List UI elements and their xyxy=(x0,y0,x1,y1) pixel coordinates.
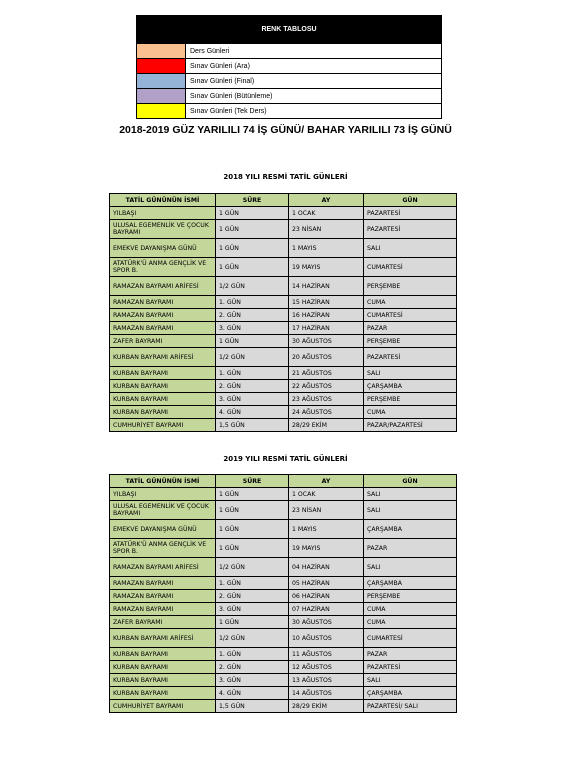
day-cell: PAZARTESİ xyxy=(364,220,457,239)
duration-cell: 1 GÜN xyxy=(216,520,289,539)
duration-cell: 3. GÜN xyxy=(216,322,289,335)
day-cell: PAZAR xyxy=(364,539,457,558)
month-cell: 05 HAZİRAN xyxy=(289,577,364,590)
duration-cell: 1/2 GÜN xyxy=(216,558,289,577)
table-row xyxy=(110,348,457,367)
legend-swatch xyxy=(137,89,186,104)
duration-cell: 1 GÜN xyxy=(216,501,289,520)
day-cell: PERŞEMBE xyxy=(364,277,457,296)
table-row xyxy=(110,207,457,220)
duration-cell: 2. GÜN xyxy=(216,380,289,393)
holiday-name-cell: RAMAZAN BAYRAMI xyxy=(110,590,216,603)
month-cell: 23 AĞUSTOS xyxy=(289,393,364,406)
month-cell: 06 HAZİRAN xyxy=(289,590,364,603)
day-cell: PAZAR xyxy=(364,322,457,335)
holiday-name-cell: ZAFER BAYRAMI xyxy=(110,616,216,629)
duration-cell: 2. GÜN xyxy=(216,309,289,322)
duration-cell: 1/2 GÜN xyxy=(216,629,289,648)
holiday-name-cell: KURBAN BAYRAMI xyxy=(110,367,216,380)
table-row xyxy=(110,296,457,309)
day-cell: CUMARTESİ xyxy=(364,629,457,648)
duration-cell: 2. GÜN xyxy=(216,661,289,674)
column-header: TATİL GÜNÜNÜN İSMİ xyxy=(110,194,216,207)
day-cell: CUMARTESİ xyxy=(364,309,457,322)
duration-cell: 1,5 GÜN xyxy=(216,419,289,432)
table-row xyxy=(110,558,457,577)
month-cell: 1 MAYIS xyxy=(289,520,364,539)
month-cell: 20 AĞUSTOS xyxy=(289,348,364,367)
holiday-name-cell: ULUSAL EGEMENLİK VE ÇOCUK BAYRAMI xyxy=(110,220,216,239)
table-row xyxy=(110,501,457,520)
duration-cell: 3. GÜN xyxy=(216,603,289,616)
day-cell: ÇARŞAMBA xyxy=(364,687,457,700)
table-row xyxy=(110,520,457,539)
table-row xyxy=(110,380,457,393)
month-cell: 14 HAZİRAN xyxy=(289,277,364,296)
month-cell: 15 HAZİRAN xyxy=(289,296,364,309)
duration-cell: 1 GÜN xyxy=(216,258,289,277)
table-row xyxy=(110,335,457,348)
month-cell: 21 AĞUSTOS xyxy=(289,367,364,380)
holiday-name-cell: RAMAZAN BAYRAMI xyxy=(110,577,216,590)
month-cell: 24 AĞUSTOS xyxy=(289,406,364,419)
holiday-name-cell: KURBAN BAYRAMI ARİFESİ xyxy=(110,629,216,648)
legend-label: Sınav Günleri (Bütünleme) xyxy=(186,89,442,104)
holiday-name-cell: ATATÜRK'Ü ANMA GENÇLİK VE SPOR B. xyxy=(110,539,216,558)
month-cell: 04 HAZİRAN xyxy=(289,558,364,577)
month-cell: 23 NİSAN xyxy=(289,501,364,520)
section-title-2019: 2019 YILI RESMİ TATİL GÜNLERİ xyxy=(223,455,348,463)
column-header: GÜN xyxy=(364,475,457,488)
duration-cell: 1 GÜN xyxy=(216,239,289,258)
month-cell: 30 AĞUSTOS xyxy=(289,616,364,629)
legend-swatch xyxy=(137,44,186,59)
day-cell: CUMARTESİ xyxy=(364,258,457,277)
duration-cell: 1 GÜN xyxy=(216,488,289,501)
table-row xyxy=(110,616,457,629)
holiday-name-cell: KURBAN BAYRAMI xyxy=(110,393,216,406)
month-cell: 11 AĞUSTOS xyxy=(289,648,364,661)
holiday-name-cell: CUMHURİYET BAYRAMI xyxy=(110,419,216,432)
holiday-name-cell: RAMAZAN BAYRAMI xyxy=(110,296,216,309)
holiday-name-cell: EMEKVE DAYANIŞMA GÜNÜ xyxy=(110,239,216,258)
table-row xyxy=(110,674,457,687)
table-row xyxy=(110,629,457,648)
month-cell: 23 NİSAN xyxy=(289,220,364,239)
duration-cell: 1/2 GÜN xyxy=(216,277,289,296)
day-cell: PAZARTESİ xyxy=(364,348,457,367)
duration-cell: 4. GÜN xyxy=(216,687,289,700)
day-cell: SALI xyxy=(364,488,457,501)
month-cell: 1 OCAK xyxy=(289,207,364,220)
duration-cell: 1. GÜN xyxy=(216,296,289,309)
day-cell: SALI xyxy=(364,558,457,577)
table-row xyxy=(110,239,457,258)
holiday-name-cell: ULUSAL EGEMENLİK VE ÇOCUK BAYRAMI xyxy=(110,501,216,520)
holiday-name-cell: ATATÜRK'Ü ANMA GENÇLİK VE SPOR B. xyxy=(110,258,216,277)
month-cell: 1 OCAK xyxy=(289,488,364,501)
day-cell: ÇARŞAMBA xyxy=(364,577,457,590)
duration-cell: 2. GÜN xyxy=(216,590,289,603)
holiday-name-cell: KURBAN BAYRAMI xyxy=(110,674,216,687)
day-cell: PERŞEMBE xyxy=(364,335,457,348)
day-cell: PAZARTESİ/ SALI xyxy=(364,700,457,713)
column-header: SÜRE xyxy=(216,194,289,207)
day-cell: PERŞEMBE xyxy=(364,590,457,603)
month-cell: 16 HAZİRAN xyxy=(289,309,364,322)
table-row xyxy=(110,406,457,419)
holiday-name-cell: RAMAZAN BAYRAMI xyxy=(110,309,216,322)
holiday-name-cell: YILBAŞI xyxy=(110,488,216,501)
duration-cell: 1. GÜN xyxy=(216,367,289,380)
holiday-name-cell: KURBAN BAYRAMI xyxy=(110,687,216,700)
table-row xyxy=(110,687,457,700)
table-row xyxy=(110,590,457,603)
duration-cell: 1 GÜN xyxy=(216,335,289,348)
table-row xyxy=(110,488,457,501)
month-cell: 30 AĞUSTOS xyxy=(289,335,364,348)
month-cell: 10 AĞUSTOS xyxy=(289,629,364,648)
table-row xyxy=(110,367,457,380)
day-cell: CUMA xyxy=(364,603,457,616)
day-cell: SALI xyxy=(364,367,457,380)
holiday-name-cell: EMEKVE DAYANIŞMA GÜNÜ xyxy=(110,520,216,539)
section-title-2018: 2018 YILI RESMİ TATİL GÜNLERİ xyxy=(223,173,348,181)
color-legend xyxy=(136,15,442,119)
holiday-name-cell: RAMAZAN BAYRAMI ARİFESİ xyxy=(110,558,216,577)
month-cell: 19 MAYIS xyxy=(289,258,364,277)
holiday-name-cell: KURBAN BAYRAMI xyxy=(110,648,216,661)
month-cell: 07 HAZİRAN xyxy=(289,603,364,616)
day-cell: CUMA xyxy=(364,296,457,309)
table-row xyxy=(110,277,457,296)
page-title: 2018-2019 GÜZ YARILILI 74 İŞ GÜNÜ/ BAHAR YARILILI 73 İŞ GÜNÜ xyxy=(119,124,452,136)
month-cell: 17 HAZİRAN xyxy=(289,322,364,335)
legend-label: Sınav Günleri (Tek Ders) xyxy=(186,104,442,119)
day-cell: PERŞEMBE xyxy=(364,393,457,406)
holiday-table-2019 xyxy=(109,474,457,713)
day-cell: SALI xyxy=(364,501,457,520)
month-cell: 28/29 EKİM xyxy=(289,700,364,713)
duration-cell: 1 GÜN xyxy=(216,207,289,220)
day-cell: PAZARTESİ xyxy=(364,207,457,220)
day-cell: PAZARTESİ xyxy=(364,661,457,674)
day-cell: PAZAR/PAZARTESİ xyxy=(364,419,457,432)
duration-cell: 1 GÜN xyxy=(216,220,289,239)
month-cell: 12 AĞUSTOS xyxy=(289,661,364,674)
duration-cell: 1. GÜN xyxy=(216,648,289,661)
duration-cell: 3. GÜN xyxy=(216,393,289,406)
holiday-name-cell: KURBAN BAYRAMI xyxy=(110,406,216,419)
table-row xyxy=(110,577,457,590)
legend-label: Sınav Günleri (Ara) xyxy=(186,59,442,74)
table-row xyxy=(110,539,457,558)
holiday-table-2018 xyxy=(109,193,457,432)
holiday-name-cell: RAMAZAN BAYRAMI xyxy=(110,322,216,335)
duration-cell: 4. GÜN xyxy=(216,406,289,419)
holiday-name-cell: YILBAŞI xyxy=(110,207,216,220)
month-cell: 22 AĞUSTOS xyxy=(289,380,364,393)
holiday-name-cell: ZAFER BAYRAMI xyxy=(110,335,216,348)
legend-swatch xyxy=(137,59,186,74)
column-header: AY xyxy=(289,475,364,488)
month-cell: 1 MAYIS xyxy=(289,239,364,258)
day-cell: CUMA xyxy=(364,616,457,629)
day-cell: ÇARŞAMBA xyxy=(364,380,457,393)
column-header: GÜN xyxy=(364,194,457,207)
table-row xyxy=(110,419,457,432)
column-header: TATİL GÜNÜNÜN İSMİ xyxy=(110,475,216,488)
month-cell: 13 AĞUSTOS xyxy=(289,674,364,687)
holiday-name-cell: KURBAN BAYRAMI xyxy=(110,380,216,393)
legend-title: RENK TABLOSU xyxy=(137,16,442,44)
legend-label: Sınav Günleri (Final) xyxy=(186,74,442,89)
table-row xyxy=(110,700,457,713)
table-row xyxy=(110,220,457,239)
duration-cell: 3. GÜN xyxy=(216,674,289,687)
duration-cell: 1 GÜN xyxy=(216,539,289,558)
month-cell: 28/29 EKİM xyxy=(289,419,364,432)
month-cell: 19 MAYIS xyxy=(289,539,364,558)
duration-cell: 1. GÜN xyxy=(216,577,289,590)
table-header-row xyxy=(110,194,457,207)
table-header-row xyxy=(110,475,457,488)
holiday-name-cell: KURBAN BAYRAMI ARİFESİ xyxy=(110,348,216,367)
holiday-name-cell: RAMAZAN BAYRAMI ARİFESİ xyxy=(110,277,216,296)
table-row xyxy=(110,661,457,674)
table-row xyxy=(110,258,457,277)
holiday-name-cell: CUMHURİYET BAYRAMI xyxy=(110,700,216,713)
legend-swatch xyxy=(137,104,186,119)
day-cell: PAZAR xyxy=(364,648,457,661)
table-row xyxy=(110,393,457,406)
table-row xyxy=(110,322,457,335)
legend-label: Ders Günleri xyxy=(186,44,442,59)
day-cell: SALI xyxy=(364,674,457,687)
month-cell: 14 AĞUSTOS xyxy=(289,687,364,700)
day-cell: CUMA xyxy=(364,406,457,419)
holiday-name-cell: KURBAN BAYRAMI xyxy=(110,661,216,674)
duration-cell: 1,5 GÜN xyxy=(216,700,289,713)
legend-swatch xyxy=(137,74,186,89)
column-header: SÜRE xyxy=(216,475,289,488)
duration-cell: 1/2 GÜN xyxy=(216,348,289,367)
table-row xyxy=(110,603,457,616)
duration-cell: 1 GÜN xyxy=(216,616,289,629)
column-header: AY xyxy=(289,194,364,207)
table-row xyxy=(110,648,457,661)
table-row xyxy=(110,309,457,322)
day-cell: SALI xyxy=(364,239,457,258)
day-cell: ÇARŞAMBA xyxy=(364,520,457,539)
holiday-name-cell: RAMAZAN BAYRAMI xyxy=(110,603,216,616)
